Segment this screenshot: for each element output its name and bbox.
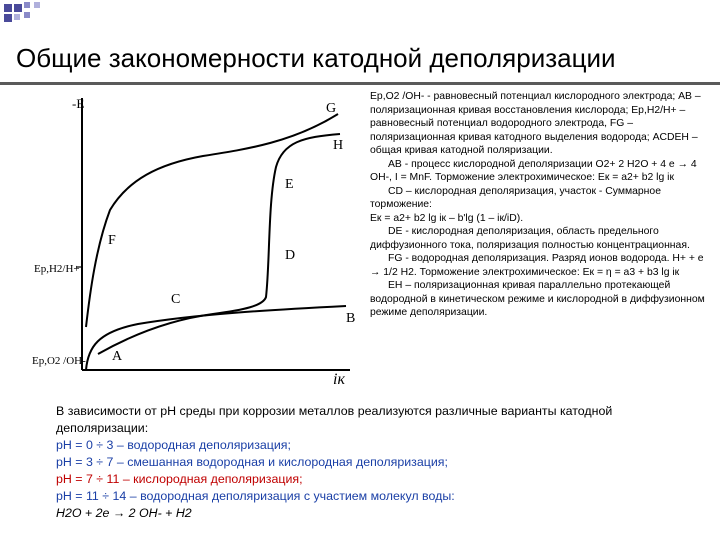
x-axis-label: iк <box>333 371 345 388</box>
ph-range-0-3: pH = 0 ÷ 3 – водородная деполяризация; <box>56 438 291 452</box>
ph-conclusion <box>56 403 696 522</box>
slide-title: Общие закономерности катодной деполяризации <box>16 43 616 73</box>
note-definitions: Ep,O2 /OH- - равновесный потенциал кислородного электрода; АВ – поляризационная кривая восстановления кислорода; Ep,H2/H+ – равновесный потенциал водородного электрода, FG – поляризационная кривая катодного выделения водорода; ACDEH – общая кривая катодной поляризации. <box>370 91 701 156</box>
h2-equilibrium-label: Ep,H2/H+ <box>34 263 80 275</box>
point-g-label: G <box>326 101 337 116</box>
corner-squares-decoration <box>0 0 60 30</box>
note-de: DE - кислородная деполяризация, область предельного диффузионного тока, поляризация полностью концентрационная. <box>370 226 690 251</box>
ph-range-3-7: pH = 3 ÷ 7 – смешанная водородная и кислородная деполяризация; <box>56 455 448 469</box>
curve-acdeh <box>98 134 340 354</box>
note-eh: EH – поляризационная кривая параллельно протекающей водородной в кинетическом режиме и кислородной в диффузионном режиме деполяризации. <box>370 280 705 318</box>
point-d-label: D <box>285 248 296 263</box>
note-cd-equation: Eк = a2+ b2 lg iк – b'lg (1 – iк/iD). <box>370 212 524 224</box>
o2-equilibrium-label: Ep,O2 /OH- <box>32 355 86 367</box>
ph-range-11-14: pH = 11 ÷ 14 – водородная деполяризация с участием молекул воды: <box>56 489 455 503</box>
y-axis-label: -E <box>72 96 85 111</box>
point-e-label: E <box>285 177 294 192</box>
water-reduction-equation: H2O + 2e → 2 OH- + H2 <box>56 506 192 520</box>
title-divider <box>0 82 720 85</box>
diagram-notes <box>370 90 710 320</box>
note-cd: CD – кислородная деполяризация, участок - Суммарное торможение: <box>370 185 661 210</box>
curve-fg <box>86 114 338 327</box>
point-f-label: F <box>108 233 116 248</box>
note-ab: АВ - процесс кислородной деполяризации O2+ 2 H2O + 4 e → 4 OH-, I = MnF. Торможение электрохимическое: Eк = a2+ b2 lg iк <box>370 158 697 183</box>
point-c-label: C <box>171 292 181 307</box>
ph-range-7-11: pH = 7 ÷ 11 – кислородная деполяризация; <box>56 472 303 486</box>
point-a-label: A <box>112 349 123 364</box>
curve-ab <box>86 306 346 370</box>
point-b-label: B <box>346 311 356 326</box>
point-h-label: H <box>333 138 344 153</box>
polarization-diagram <box>28 92 368 392</box>
note-fg: FG - водородная деполяризация. Разряд ионов водорода. H+ + e → 1/2 H2. Торможение электрохимическое: Eк = η = a3 + b3 lg iк <box>370 253 704 278</box>
conclusion-intro: В зависимости от pH среды при коррозии металлов реализуются различные варианты катодной деполяризации: <box>56 404 613 435</box>
